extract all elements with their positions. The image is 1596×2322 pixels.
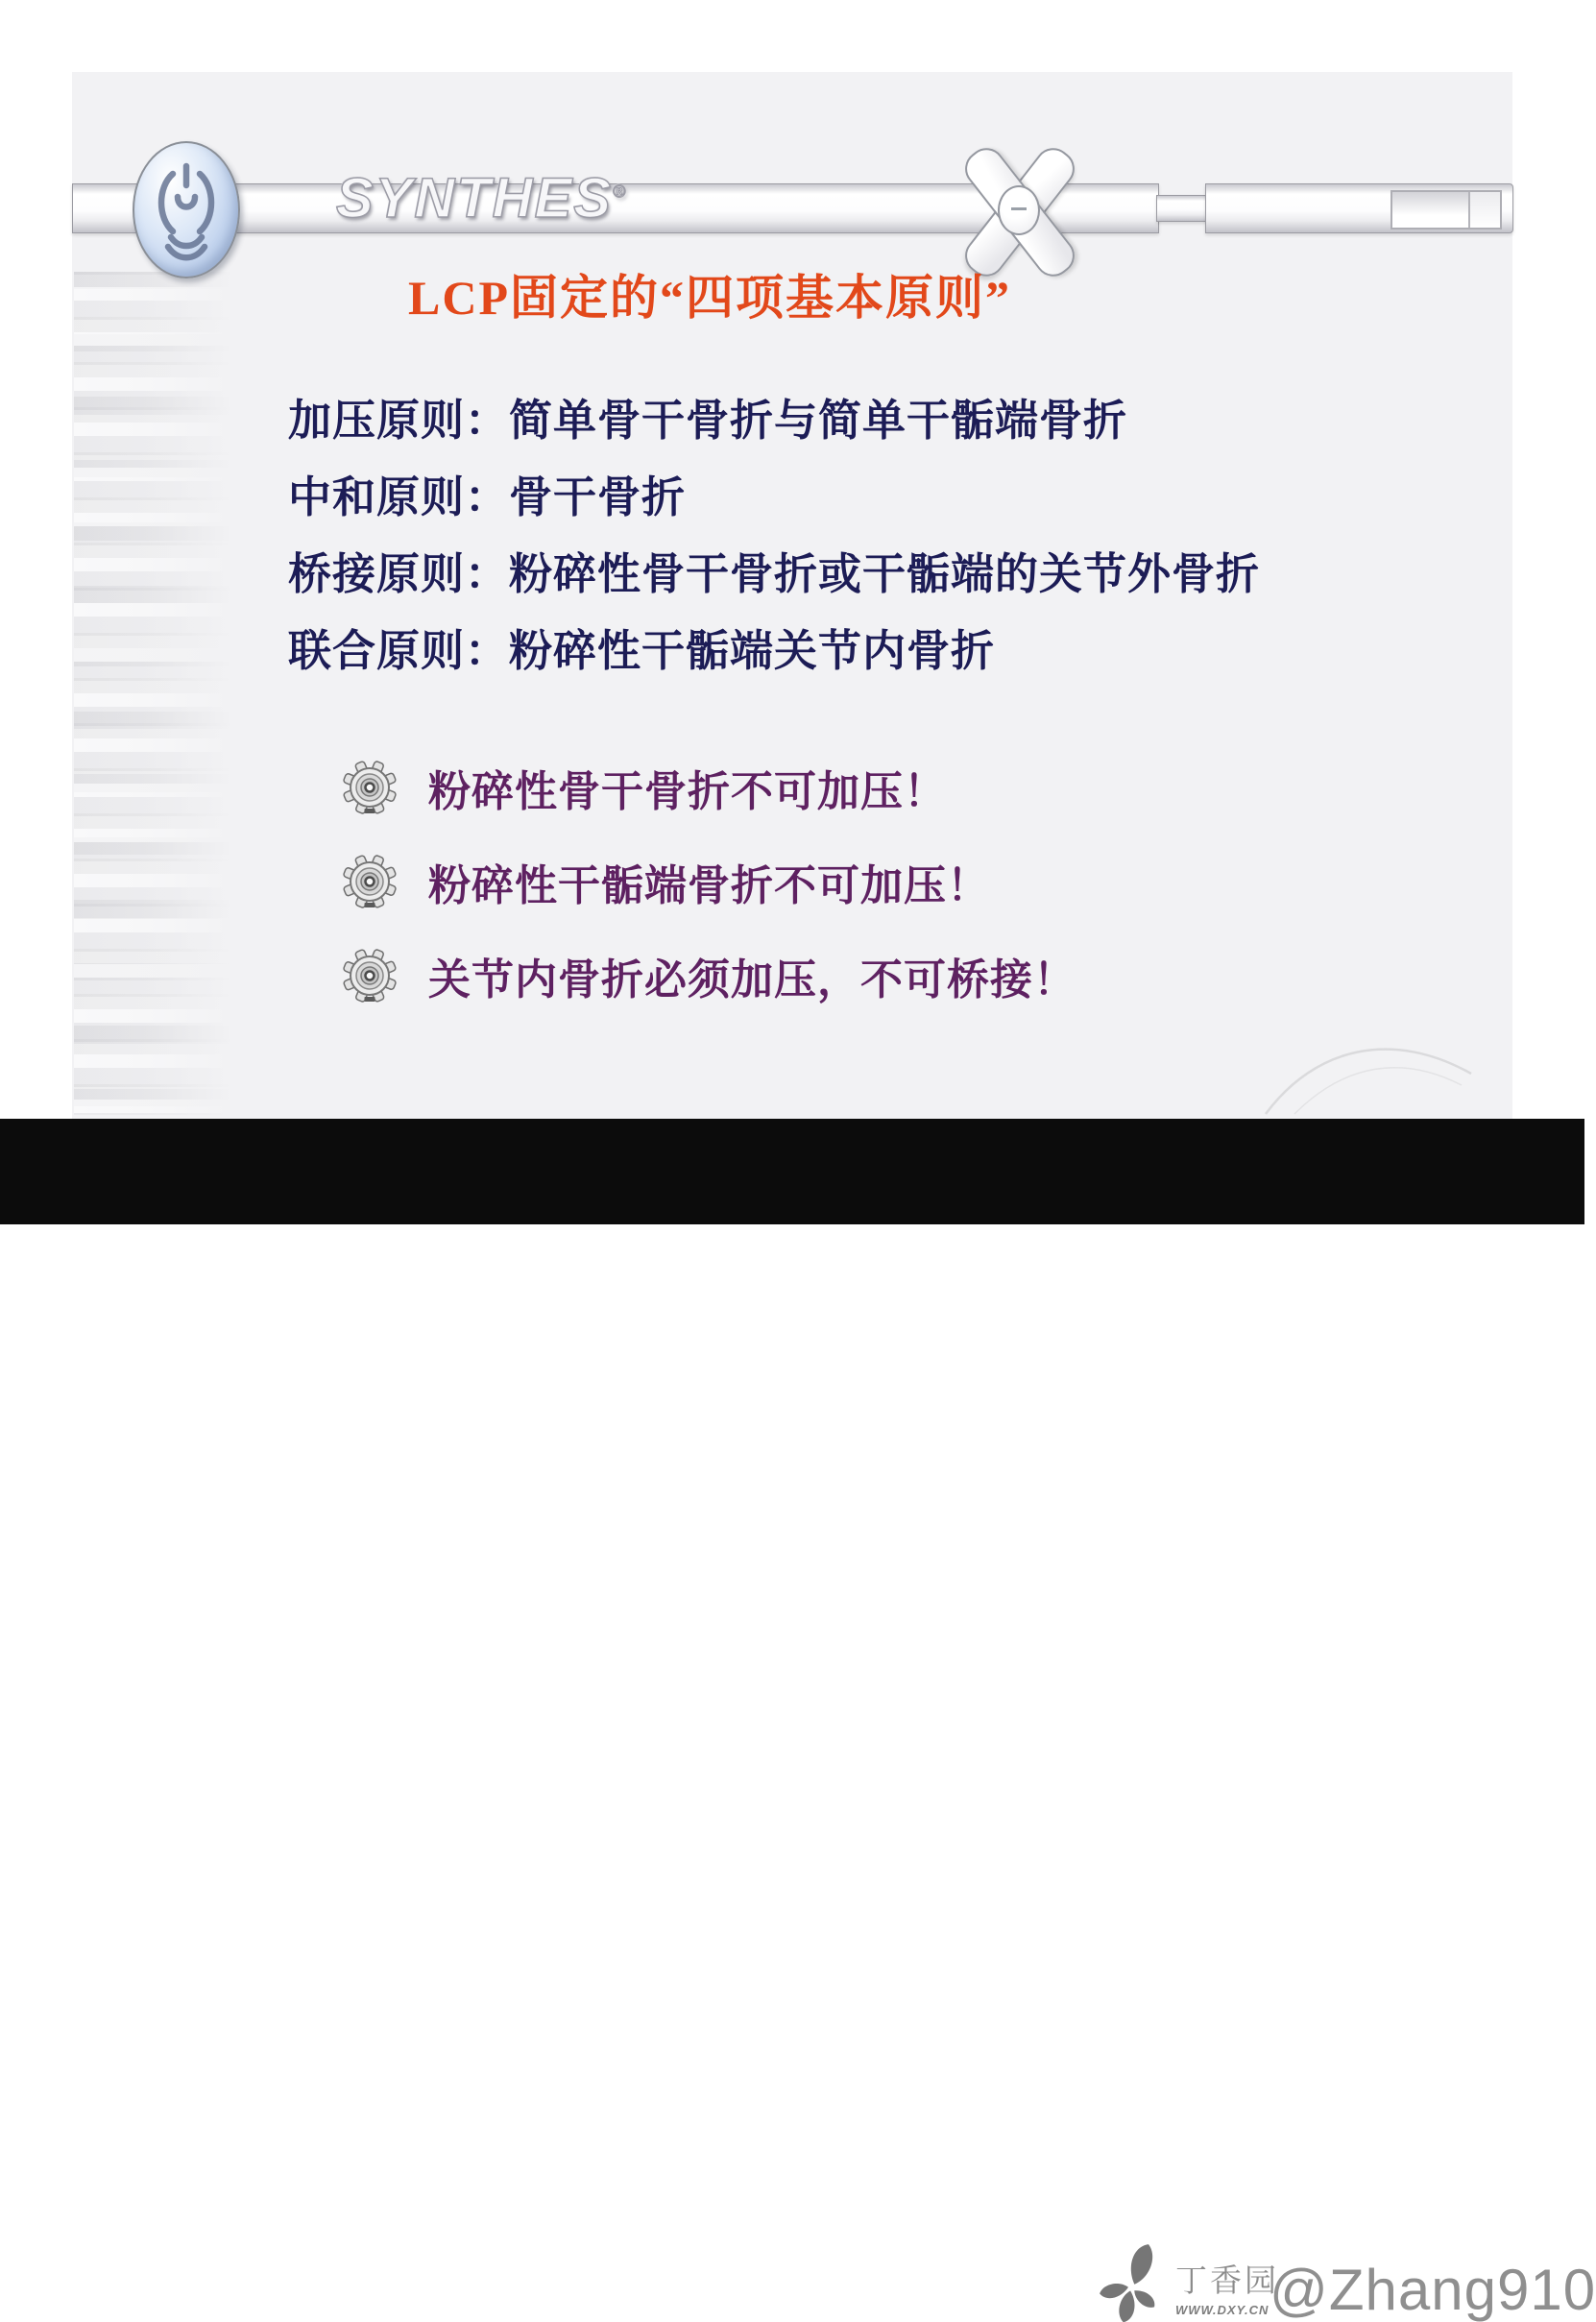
note-row [342,851,990,912]
principle-line: 加压原则：简单骨干骨折与简单干骺端骨折 [288,397,1128,445]
gear-icon [342,948,398,1004]
principle-line: 桥接原则：粉碎性骨干骨折或干骺端的关节外骨折 [288,550,1261,598]
slide-title: LCP固定的“四项基本原则” [408,271,1011,325]
dxy-site-name: 丁香园 [1175,2262,1279,2298]
watermark-bar [0,1119,1596,2322]
swoosh-decoration [1248,1018,1488,1119]
header-bar-connector [1156,195,1208,222]
note-text: 粉碎性干骺端骨折不可加压！ [428,862,990,909]
synthes-wordmark-text: SYNTHES [336,167,613,230]
watermark-username: @Zhang910 [1270,2258,1596,2322]
end-plate-cell [1392,192,1468,228]
principle-line: 中和原则：骨干骨折 [288,473,687,521]
registered-mark: ® [612,181,628,202]
principle-line: 联合原则：粉碎性干骺端关节内骨折 [288,627,996,675]
left-paper-texture [74,272,239,1115]
bone-plate-hub [998,185,1040,235]
synthes-wordmark [336,167,628,230]
end-plate-cell [1468,192,1500,228]
dxy-logo-icon [1106,2256,1168,2319]
dxy-site-url: WWW.DXY.CN [1175,2303,1270,2317]
bone-plate-x-icon [958,140,1077,282]
synthes-logo-oval [133,141,240,278]
note-row [342,945,1076,1006]
gear-icon [342,854,398,909]
note-text: 粉碎性骨干骨折不可加压！ [428,768,947,815]
principles-list [288,382,1260,689]
gear-icon [342,760,398,815]
note-row [342,757,947,818]
note-text: 关节内骨折必须加压，不可桥接！ [428,956,1076,1004]
header-bar-end-plate [1390,190,1502,230]
synthes-emblem [138,147,234,272]
